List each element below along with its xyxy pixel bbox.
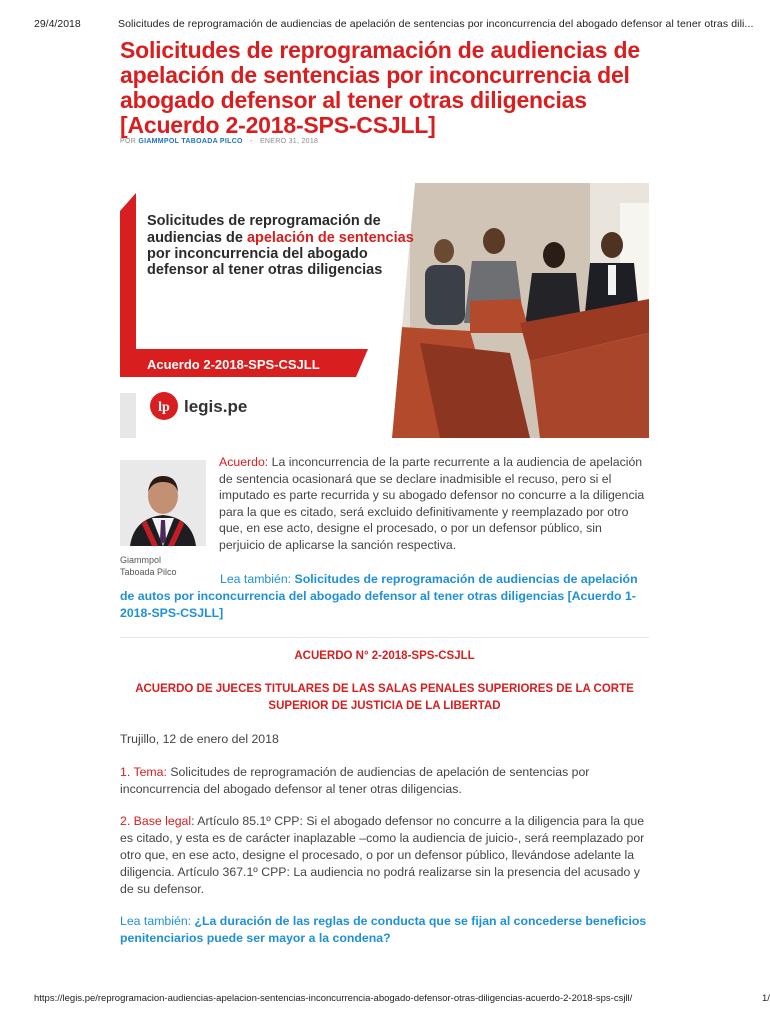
acuerdo-summary xyxy=(219,454,649,553)
banner-title-highlight: apelación de sentencias xyxy=(246,230,414,246)
read-also-2-link[interactable]: ¿La duración de las reglas de conducta que se fijan al concederse beneficios penitenciarios puede ser mayor a la condena? xyxy=(120,914,647,945)
author-link[interactable]: GIAMMPOL TABOADA PILCO xyxy=(138,138,243,145)
base-legal-text: : Artículo 85.1º CPP: Si el abogado defensor no concurre a la diligencia para la que es citado, y esta es de carácter inaplazable –como la audiencia de juicio-, será reemplazado por otro que, en ese acto, designe el procesado, o por un defensor público, llevándose adelante la diligencia. Artículo 367.1º CPP: La audiencia no podrá realizarse sin la presencia del acusado y de su defensor. xyxy=(120,814,645,896)
banner-tag: Acuerdo 2-2018-SPS-CSJLL xyxy=(147,357,320,372)
print-page-title: Solicitudes de reprogramación de audiencias de apelación de sentencias por inconcurrencia del abogado defensor al tener otras dili... xyxy=(118,18,754,30)
legis-logo xyxy=(150,392,247,420)
byline-separator: - xyxy=(250,138,253,145)
read-also-1 xyxy=(120,571,650,622)
avatar xyxy=(120,460,206,546)
banner-title-line4: defensor al tener otras diligencias xyxy=(147,262,383,278)
banner-title-line2: audiencias de xyxy=(147,230,247,246)
section-base-legal xyxy=(120,813,650,898)
legis-logo-text: legis.pe xyxy=(184,397,248,416)
banner-title-line1: Solicitudes de reprogramación de xyxy=(147,213,381,229)
section-tema xyxy=(120,764,650,798)
acuerdo-label: Acuerdo: xyxy=(219,455,269,469)
author-box-name-line2: Taboada Pilco xyxy=(120,567,177,577)
acuerdo-number-heading: ACUERDO N° 2-2018-SPS-CSJLL xyxy=(294,650,475,662)
legis-logo-mark: lp xyxy=(158,400,170,415)
acuerdo-text: La inconcurrencia de la parte recurrente a la audiencia de apelación de sentencia ocasionará que se declare inadmisible el recuso, pero si el imputado es parte recurrida y su abogado defensor no concurre a la diligencia para la que es citado, será excluido definitivamente y reemplazado por otro que, en ese acto, designe el procesado, o por un defensor público, sin perjuicio de aplicarse la sanción respectiva. xyxy=(219,455,645,552)
author-box xyxy=(120,460,206,578)
base-legal-label: 2. Base legal xyxy=(120,814,192,828)
tema-text: Solicitudes de reprogramación de audiencias de apelación de sentencias por inconcurrencia del abogado defensor al tener otras diligencias. xyxy=(120,765,590,796)
read-also-1-link[interactable]: Solicitudes de reprogramación de audiencias de apelación de autos por inconcurrencia del abogado defensor al tener otras diligencias [Acuerdo 1-2018-SPS-CSJLL] xyxy=(120,572,638,620)
author-box-name-line1: Giammpol xyxy=(120,555,162,565)
banner-title-line3: por inconcurrencia del abogado xyxy=(147,246,368,262)
byline xyxy=(120,138,318,145)
divider xyxy=(120,637,649,638)
featured-image xyxy=(120,183,649,438)
byline-prefix: POR xyxy=(120,138,137,145)
read-also-2-label: Lea también: xyxy=(120,914,192,928)
svg-text:audiencias de apelación de sen xyxy=(147,230,414,246)
place-date: Trujillo, 12 de enero del 2018 xyxy=(120,732,279,746)
print-date: 29/4/2018 xyxy=(34,18,81,30)
page-number: 1/ xyxy=(762,993,770,1004)
publish-date: ENERO 31, 2018 xyxy=(259,138,319,145)
print-url: https://legis.pe/reprogramacion-audiencias-apelacion-sentencias-inconcurrencia-abogado-defensor-otras-diligencias-acuerdo-2-2018-sps-csjll/ xyxy=(34,993,633,1004)
tema-label: 1. Tema: xyxy=(120,765,167,779)
read-also-1-label: Lea también: xyxy=(220,572,292,586)
article-title: Solicitudes de reprogramación de audiencias de apelación de sentencias por inconcurrencia del abogado defensor al tener otras diligencias [Acuerdo 2-2018-SPS-CSJLL] xyxy=(120,37,640,138)
read-also-2 xyxy=(120,913,650,947)
judges-heading: ACUERDO DE JUECES TITULARES DE LAS SALAS PENALES SUPERIORES DE LA CORTE SUPERIOR DE JUSTICIA DE LA LIBERTAD xyxy=(135,683,634,712)
